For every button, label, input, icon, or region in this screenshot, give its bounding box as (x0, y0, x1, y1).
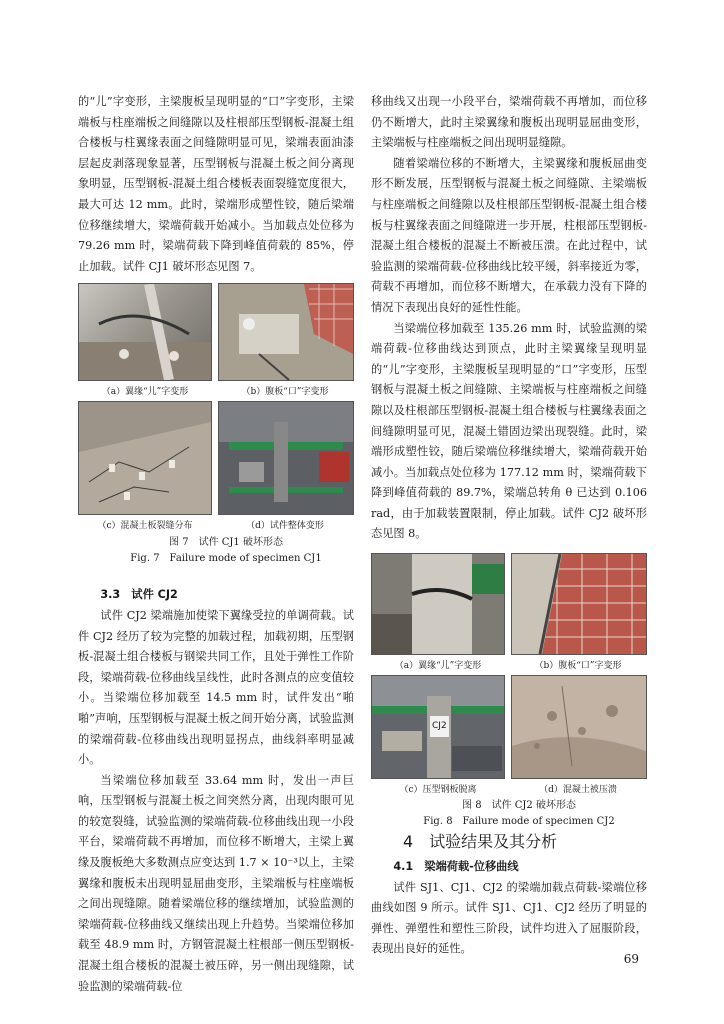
fig7-caption-en: Fig. 7 Failure mode of specimen CJ1 (130, 553, 322, 565)
left-paragraph-1: 的“儿”字变形，主梁腹板呈现明显的“口”字变形，主梁端板与柱座端板之间缝隙以及柱根部压型钢板-混凝土组合楼板与柱翼缘表面之间缝隙明显可见，梁端表面油漆层起皮剥落现象显著，压型钢板与混凝土板之间分离现象明显，压型钢板-混凝土组合楼板表面裂缝宽度很大，最大可达 12 mm。此时，梁端形成塑性铰，随后梁端位移继续增大，梁端荷载开始减小。当加载点处位移为 79.26 mm 时，梁端荷载下降到峰值荷载的 85%，停止加载。试件 CJ1 破坏形态见图 7。 (78, 95, 354, 273)
fig8-photo-d-drawing (512, 676, 646, 778)
fig8-caption-d: （d）混凝土被压溃 (539, 785, 617, 796)
figure-7 (78, 283, 354, 583)
left-paragraph-2: 试件 CJ2 梁端施加使梁下翼缘受拉的单调荷载。试件 CJ2 经历了较为完整的加载过程，加载初期，压型钢板-混凝土组合楼板与钢梁共同工作，且处于弹性工作阶段，梁端荷载-位移曲线呈线性，此时各测点的应变值较小。当梁端位移加载至 14.5 mm 时，试件发出“啪啪”声响，压型钢板与混凝土板之间开始分离，试验监测的梁端荷载-位移曲线出现明显拐点，曲线斜率明显减小。 (78, 608, 354, 767)
section-3-3-heading: 3.3 试件 CJ2 (100, 588, 178, 602)
figure-8 (371, 553, 647, 829)
fig8-caption-b: （b）腹板“口”字变形 (534, 661, 622, 672)
fig8-caption-c: （c）压型钢板脱离 (399, 785, 477, 796)
fig8-photo-a (371, 553, 505, 655)
fig8-caption-en: Fig. 8 Failure mode of specimen CJ2 (423, 816, 615, 828)
fig7-caption-a: （a）翼缘“儿”字变形 (101, 387, 189, 398)
fig8-photo-b-drawing (512, 554, 646, 654)
fig7-caption-d: （d）试件整体变形 (246, 521, 324, 532)
left-column (78, 92, 354, 997)
right-paragraph-2: 随着梁端位移的不断增大，主梁翼缘和腹板屈曲变形不断发展，压型钢板与混凝土板之间缝隙、主梁端板与柱座端板之间缝隙以及柱根部压型钢板-混凝土组合楼板与柱翼缘表面之间缝隙进一步开展，柱根部压型钢板-混凝土组合楼板的混凝土不断被压溃。在此过程中，试验监测的梁端荷载-位移曲线比较平缓，斜率接近为零，荷载不再增加，而位移不断增大，在承载力没有下降的情况下表现出良好的延性性能。 (371, 156, 647, 314)
fig7-photo-a (78, 283, 212, 381)
fig7-photo-c (78, 401, 212, 515)
fig7-photo-d-drawing (219, 402, 353, 514)
right-paragraph-4: 试件 SJ1、CJ1、CJ2 的梁端加载点荷载-梁端位移曲线如图 9 所示。试件 SJ1、CJ1、CJ2 经历了明显的弹性、弹塑性和塑性三阶段，试件均进入了屈服阶段，表现出良好的延性。 (371, 880, 647, 956)
right-paragraph-3: 当梁端位移加载至 135.26 mm 时，试验监测的梁端荷载-位移曲线达到顶点，此时主梁翼缘呈现明显的“儿”字变形，主梁腹板呈现明显的“口”字变形，压型钢板与混凝土板之间缝隙、主梁端板与柱座端板之间缝隙以及柱根部压型钢板-混凝土组合楼板与柱翼缘表面之间缝隙明显可见，混凝土错固边梁出现裂缝。此时，梁端形成塑性铰，随后梁端位移继续增大，梁端荷载开始减小。当加载点处位移为 177.12 mm 时，梁端荷载下降到峰值荷载的 89.7%，梁端总转角 θ 已达到 0.106 rad，由于加载装置限制，停止加载。试件 CJ2 破坏形态见图 8。 (371, 321, 647, 541)
fig8-photo-a-drawing (372, 554, 504, 654)
page-number: 69 (623, 952, 639, 966)
fig7-photo-b (218, 283, 354, 381)
fig8-photo-c (371, 675, 505, 779)
fig8-label-cj2: CJ2 (430, 716, 449, 737)
left-paragraph-3: 当梁端位移加载至 33.64 mm 时，发出一声巨响，压型钢板与混凝土板之间突然分离，出现肉眼可见的较宽裂缝，试验监测的梁端荷载-位移曲线出现一小段平台，梁端荷载不再增加，而位移不断增大，主梁上翼缘及腹板绝大多数测点应变达到 1.7 × 10⁻³以上，主梁翼缘和腹板未出现明显屈曲变形，主梁端板与柱座端板之间出现缝隙。随着梁端位移的继续增加，试验监测的梁端荷载-位移曲线又继续出现上升趋势。当梁端位移加载至 48.9 mm 时，方钢管混凝土柱根部一侧压型钢板-混凝土组合楼板的混凝土被压碎，另一侧出现缝隙，试验监测的梁端荷载-位 (78, 773, 354, 993)
fig8-photo-d (511, 675, 647, 779)
fig7-photo-c-drawing (79, 402, 211, 514)
fig7-photo-b-drawing (219, 284, 353, 380)
right-column (371, 92, 647, 960)
right-paragraph-1: 移曲线又出现一小段平台，梁端荷载不再增加，而位移仍不断增大，此时主梁翼缘和腹板出现明显屈曲变形，主梁端板与柱座端板之间出现明显缝隙。 (371, 95, 647, 150)
fig7-photo-a-drawing (79, 284, 211, 380)
section-4-1-heading: 4.1 梁端荷载-位移曲线 (393, 860, 519, 874)
section-4-heading: 4 试验结果及其分析 (403, 832, 558, 852)
fig7-caption-c: （c）混凝土板裂缝分布 (97, 521, 193, 532)
fig8-caption-a: （a）翼缘“儿”字变形 (394, 661, 482, 672)
fig7-photo-d (218, 401, 354, 515)
fig8-photo-b (511, 553, 647, 655)
fig7-caption-b: （b）腹板“口”字变形 (241, 387, 329, 398)
fig8-caption-cn: 图 8 试件 CJ2 破坏形态 (462, 800, 576, 812)
fig7-caption-cn: 图 7 试件 CJ1 破坏形态 (169, 537, 283, 549)
